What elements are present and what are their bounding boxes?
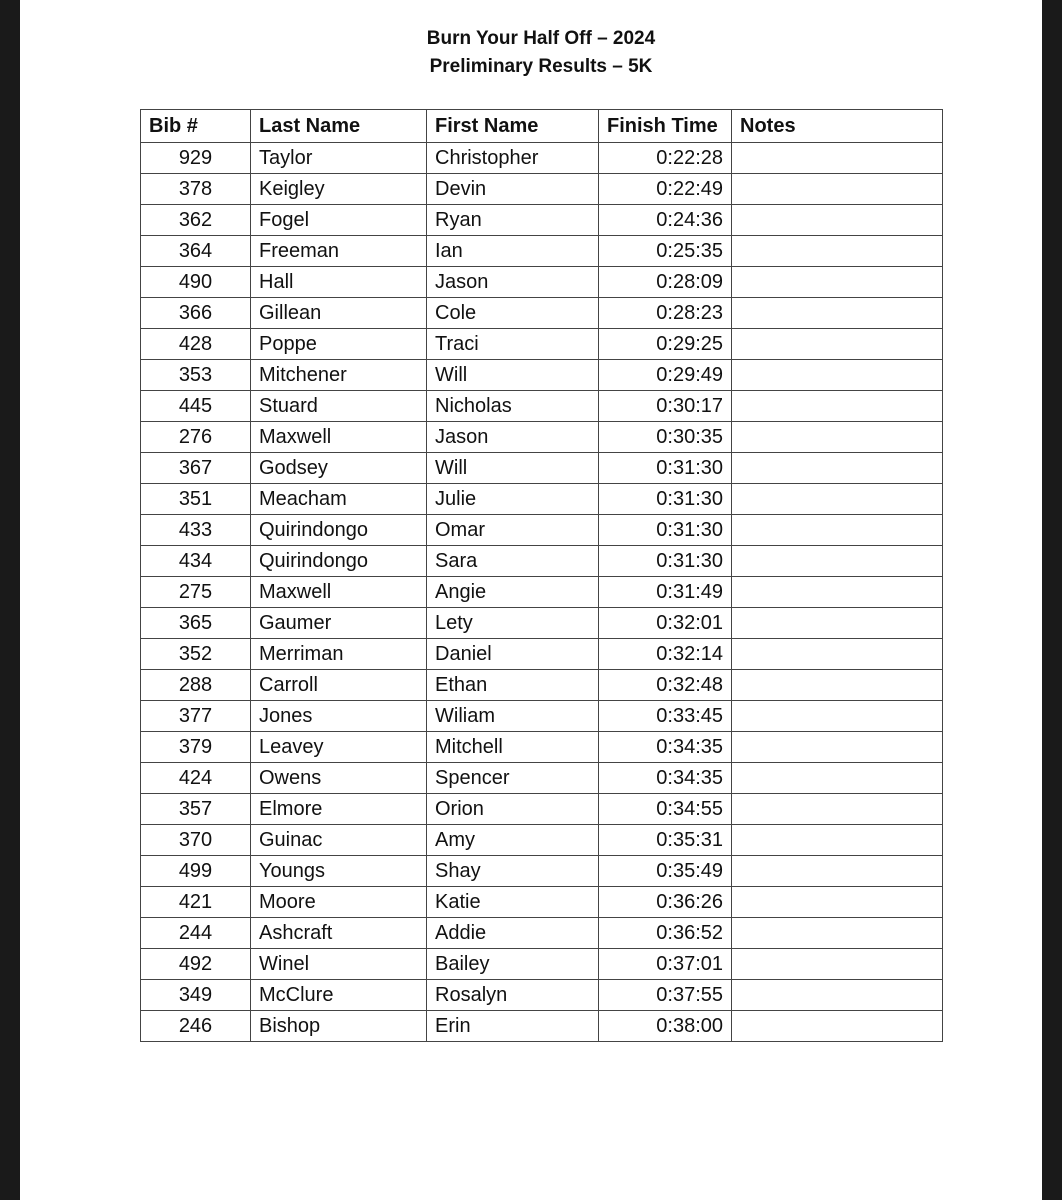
- column-header-notes: Notes: [732, 110, 943, 143]
- table-row: [141, 887, 943, 918]
- cell-finish-time: 0:31:30: [599, 453, 732, 484]
- table-row: [141, 577, 943, 608]
- cell-first-name: Ryan: [427, 205, 599, 236]
- cell-first-name: Ian: [427, 236, 599, 267]
- cell-finish-time: 0:29:25: [599, 329, 732, 360]
- table-row: [141, 856, 943, 887]
- cell-notes: [732, 918, 943, 949]
- cell-finish-time: 0:30:35: [599, 422, 732, 453]
- cell-bib: 492: [141, 949, 251, 980]
- table-row: [141, 174, 943, 205]
- cell-notes: [732, 670, 943, 701]
- cell-first-name: Katie: [427, 887, 599, 918]
- cell-notes: [732, 732, 943, 763]
- cell-finish-time: 0:31:30: [599, 546, 732, 577]
- cell-bib: 351: [141, 484, 251, 515]
- cell-bib: 490: [141, 267, 251, 298]
- cell-bib: 445: [141, 391, 251, 422]
- cell-bib: 366: [141, 298, 251, 329]
- cell-finish-time: 0:31:30: [599, 515, 732, 546]
- cell-finish-time: 0:33:45: [599, 701, 732, 732]
- cell-notes: [732, 763, 943, 794]
- results-table-body: [141, 143, 943, 1042]
- table-row: [141, 608, 943, 639]
- column-header-first-name: First Name: [427, 110, 599, 143]
- cell-bib: 929: [141, 143, 251, 174]
- cell-last-name: Meacham: [251, 484, 427, 515]
- cell-bib: 378: [141, 174, 251, 205]
- cell-last-name: Freeman: [251, 236, 427, 267]
- cell-first-name: Cole: [427, 298, 599, 329]
- table-row: [141, 484, 943, 515]
- cell-last-name: Fogel: [251, 205, 427, 236]
- table-row: [141, 391, 943, 422]
- cell-bib: 421: [141, 887, 251, 918]
- cell-notes: [732, 453, 943, 484]
- cell-finish-time: 0:35:31: [599, 825, 732, 856]
- table-row: [141, 236, 943, 267]
- cell-first-name: Christopher: [427, 143, 599, 174]
- cell-notes: [732, 422, 943, 453]
- cell-last-name: Hall: [251, 267, 427, 298]
- cell-bib: 499: [141, 856, 251, 887]
- cell-last-name: Mitchener: [251, 360, 427, 391]
- cell-first-name: Jason: [427, 422, 599, 453]
- cell-bib: 276: [141, 422, 251, 453]
- cell-finish-time: 0:34:35: [599, 763, 732, 794]
- cell-last-name: Stuard: [251, 391, 427, 422]
- cell-notes: [732, 856, 943, 887]
- table-row: [141, 701, 943, 732]
- cell-notes: [732, 236, 943, 267]
- cell-finish-time: 0:34:35: [599, 732, 732, 763]
- cell-bib: 433: [141, 515, 251, 546]
- cell-finish-time: 0:36:52: [599, 918, 732, 949]
- cell-first-name: Wiliam: [427, 701, 599, 732]
- cell-notes: [732, 794, 943, 825]
- cell-notes: [732, 143, 943, 174]
- column-header-last-name: Last Name: [251, 110, 427, 143]
- cell-bib: 275: [141, 577, 251, 608]
- table-row: [141, 794, 943, 825]
- cell-finish-time: 0:34:55: [599, 794, 732, 825]
- cell-bib: 352: [141, 639, 251, 670]
- cell-first-name: Mitchell: [427, 732, 599, 763]
- cell-last-name: Jones: [251, 701, 427, 732]
- cell-first-name: Julie: [427, 484, 599, 515]
- cell-finish-time: 0:31:30: [599, 484, 732, 515]
- cell-first-name: Shay: [427, 856, 599, 887]
- cell-bib: 365: [141, 608, 251, 639]
- cell-notes: [732, 546, 943, 577]
- table-row: [141, 298, 943, 329]
- cell-bib: 434: [141, 546, 251, 577]
- table-row: [141, 670, 943, 701]
- cell-first-name: Amy: [427, 825, 599, 856]
- cell-bib: 349: [141, 980, 251, 1011]
- table-header-row: [141, 110, 943, 143]
- cell-finish-time: 0:36:26: [599, 887, 732, 918]
- cell-finish-time: 0:35:49: [599, 856, 732, 887]
- table-row: [141, 825, 943, 856]
- cell-last-name: Quirindongo: [251, 515, 427, 546]
- cell-bib: 362: [141, 205, 251, 236]
- cell-last-name: Leavey: [251, 732, 427, 763]
- cell-notes: [732, 174, 943, 205]
- cell-finish-time: 0:30:17: [599, 391, 732, 422]
- cell-notes: [732, 515, 943, 546]
- cell-notes: [732, 701, 943, 732]
- cell-bib: 244: [141, 918, 251, 949]
- cell-first-name: Spencer: [427, 763, 599, 794]
- table-row: [141, 453, 943, 484]
- document-title: Burn Your Half Off – 2024: [426, 28, 656, 49]
- cell-first-name: Nicholas: [427, 391, 599, 422]
- cell-bib: 367: [141, 453, 251, 484]
- table-row: [141, 918, 943, 949]
- table-row: [141, 205, 943, 236]
- document-page: [20, 0, 1042, 1200]
- cell-finish-time: 0:28:09: [599, 267, 732, 298]
- table-row: [141, 329, 943, 360]
- cell-finish-time: 0:22:28: [599, 143, 732, 174]
- cell-notes: [732, 267, 943, 298]
- cell-first-name: Bailey: [427, 949, 599, 980]
- cell-first-name: Will: [427, 453, 599, 484]
- table-row: [141, 422, 943, 453]
- table-row: [141, 732, 943, 763]
- cell-last-name: Quirindongo: [251, 546, 427, 577]
- cell-last-name: McClure: [251, 980, 427, 1011]
- column-header-finish-time: Finish Time: [599, 110, 732, 143]
- cell-last-name: Guinac: [251, 825, 427, 856]
- cell-first-name: Jason: [427, 267, 599, 298]
- cell-last-name: Gaumer: [251, 608, 427, 639]
- cell-bib: 353: [141, 360, 251, 391]
- cell-bib: 424: [141, 763, 251, 794]
- cell-notes: [732, 825, 943, 856]
- cell-notes: [732, 329, 943, 360]
- cell-finish-time: 0:22:49: [599, 174, 732, 205]
- cell-last-name: Keigley: [251, 174, 427, 205]
- cell-last-name: Poppe: [251, 329, 427, 360]
- cell-last-name: Bishop: [251, 1011, 427, 1042]
- cell-bib: 428: [141, 329, 251, 360]
- cell-last-name: Moore: [251, 887, 427, 918]
- cell-first-name: Will: [427, 360, 599, 391]
- cell-finish-time: 0:32:01: [599, 608, 732, 639]
- table-row: [141, 639, 943, 670]
- column-header-bib: Bib #: [141, 110, 251, 143]
- cell-first-name: Addie: [427, 918, 599, 949]
- cell-first-name: Orion: [427, 794, 599, 825]
- table-row: [141, 763, 943, 794]
- table-row: [141, 1011, 943, 1042]
- cell-last-name: Youngs: [251, 856, 427, 887]
- table-row: [141, 360, 943, 391]
- cell-first-name: Daniel: [427, 639, 599, 670]
- cell-first-name: Erin: [427, 1011, 599, 1042]
- cell-notes: [732, 577, 943, 608]
- cell-last-name: Taylor: [251, 143, 427, 174]
- cell-first-name: Ethan: [427, 670, 599, 701]
- cell-notes: [732, 639, 943, 670]
- cell-finish-time: 0:25:35: [599, 236, 732, 267]
- cell-finish-time: 0:32:14: [599, 639, 732, 670]
- cell-notes: [732, 608, 943, 639]
- cell-notes: [732, 484, 943, 515]
- cell-bib: 377: [141, 701, 251, 732]
- cell-last-name: Merriman: [251, 639, 427, 670]
- cell-first-name: Lety: [427, 608, 599, 639]
- cell-finish-time: 0:29:49: [599, 360, 732, 391]
- cell-last-name: Winel: [251, 949, 427, 980]
- table-row: [141, 267, 943, 298]
- cell-first-name: Rosalyn: [427, 980, 599, 1011]
- cell-notes: [732, 887, 943, 918]
- results-table: [140, 109, 943, 1042]
- cell-finish-time: 0:38:00: [599, 1011, 732, 1042]
- cell-first-name: Sara: [427, 546, 599, 577]
- cell-first-name: Devin: [427, 174, 599, 205]
- cell-finish-time: 0:28:23: [599, 298, 732, 329]
- cell-bib: 288: [141, 670, 251, 701]
- cell-first-name: Traci: [427, 329, 599, 360]
- table-row: [141, 949, 943, 980]
- cell-notes: [732, 205, 943, 236]
- cell-first-name: Omar: [427, 515, 599, 546]
- cell-last-name: Gillean: [251, 298, 427, 329]
- cell-notes: [732, 1011, 943, 1042]
- cell-last-name: Godsey: [251, 453, 427, 484]
- cell-bib: 370: [141, 825, 251, 856]
- cell-finish-time: 0:24:36: [599, 205, 732, 236]
- cell-notes: [732, 298, 943, 329]
- table-row: [141, 143, 943, 174]
- document-subtitle: Preliminary Results – 5K: [429, 56, 653, 77]
- cell-notes: [732, 980, 943, 1011]
- cell-notes: [732, 391, 943, 422]
- cell-first-name: Angie: [427, 577, 599, 608]
- cell-bib: 379: [141, 732, 251, 763]
- table-row: [141, 546, 943, 577]
- cell-finish-time: 0:31:49: [599, 577, 732, 608]
- cell-bib: 357: [141, 794, 251, 825]
- cell-finish-time: 0:37:55: [599, 980, 732, 1011]
- table-row: [141, 980, 943, 1011]
- cell-last-name: Ashcraft: [251, 918, 427, 949]
- cell-finish-time: 0:37:01: [599, 949, 732, 980]
- cell-last-name: Owens: [251, 763, 427, 794]
- cell-last-name: Elmore: [251, 794, 427, 825]
- cell-last-name: Maxwell: [251, 422, 427, 453]
- cell-finish-time: 0:32:48: [599, 670, 732, 701]
- cell-notes: [732, 949, 943, 980]
- cell-bib: 246: [141, 1011, 251, 1042]
- cell-last-name: Carroll: [251, 670, 427, 701]
- cell-notes: [732, 360, 943, 391]
- table-row: [141, 515, 943, 546]
- cell-last-name: Maxwell: [251, 577, 427, 608]
- cell-bib: 364: [141, 236, 251, 267]
